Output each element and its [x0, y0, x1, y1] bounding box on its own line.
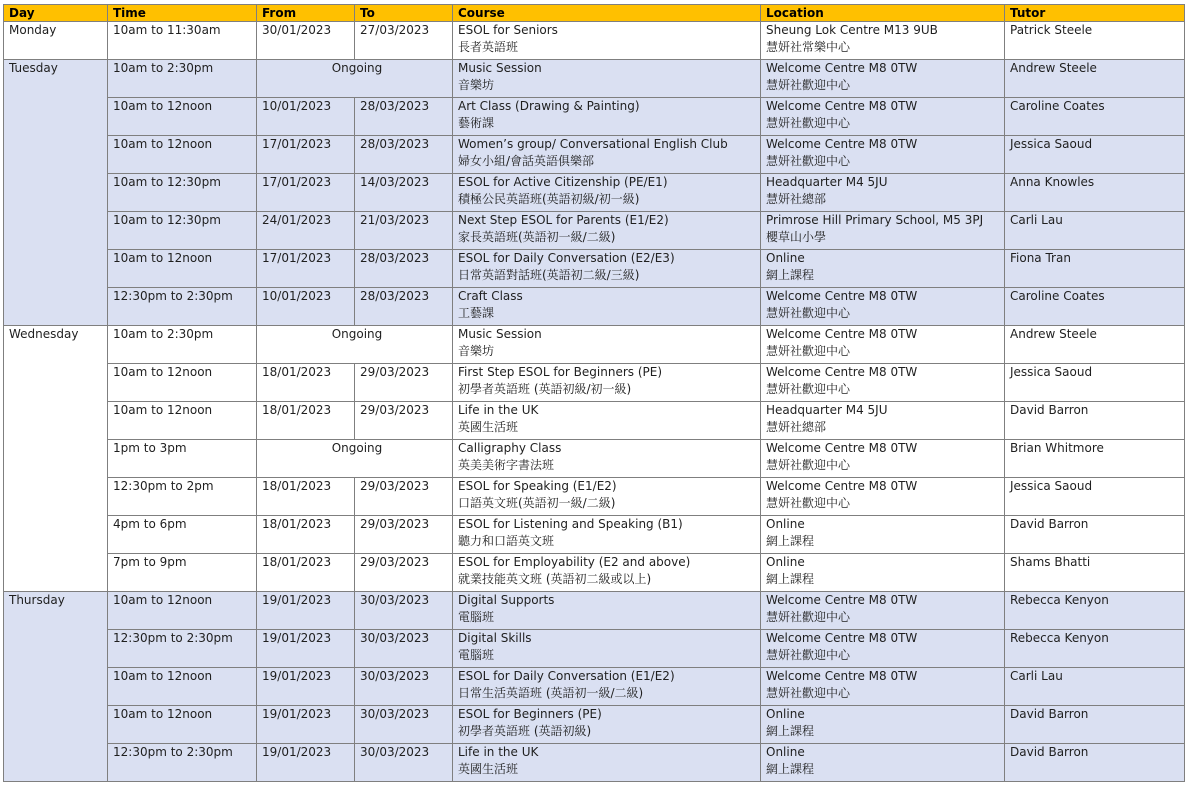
tutor-cell: David Barron — [1005, 744, 1185, 782]
course-cell — [453, 706, 761, 744]
location-en: Online — [766, 555, 805, 569]
day-cell: Tuesday — [4, 60, 108, 326]
timetable — [3, 4, 1185, 782]
day-group — [4, 22, 1185, 60]
course-cell — [453, 364, 761, 402]
location-en: Welcome Centre M8 0TW — [766, 365, 918, 379]
tutor-cell: David Barron — [1005, 706, 1185, 744]
location-cell — [761, 706, 1005, 744]
course-name-zh: 聽力和口語英文班 — [458, 534, 555, 548]
location-cell — [761, 326, 1005, 364]
location-zh: 慧妍社歡迎中心 — [766, 306, 851, 320]
location-zh: 網上課程 — [766, 534, 815, 548]
table-row — [4, 326, 1185, 364]
course-name-en: ESOL for Daily Conversation (E2/E3) — [458, 251, 675, 265]
location-zh: 慧妍社常樂中心 — [766, 40, 851, 54]
course-name-zh: 日常生活英語班 (英語初一級/二級) — [458, 686, 644, 700]
course-cell — [453, 630, 761, 668]
course-cell — [453, 554, 761, 592]
course-cell — [453, 22, 761, 60]
location-en: Welcome Centre M8 0TW — [766, 669, 918, 683]
course-name-en: Next Step ESOL for Parents (E1/E2) — [458, 213, 669, 227]
time-cell: 10am to 12noon — [108, 250, 257, 288]
table-row — [4, 250, 1185, 288]
course-name-zh: 英國生活班 — [458, 420, 519, 434]
from-date-cell: 19/01/2023 — [257, 592, 355, 630]
location-cell — [761, 212, 1005, 250]
location-cell — [761, 250, 1005, 288]
time-cell: 10am to 12noon — [108, 668, 257, 706]
course-name-zh: 長者英語班 — [458, 40, 519, 54]
course-name-zh: 日常英語對話班(英語初二級/三級) — [458, 268, 640, 282]
location-en: Welcome Centre M8 0TW — [766, 137, 918, 151]
day-cell: Monday — [4, 22, 108, 60]
time-cell: 10am to 12noon — [108, 402, 257, 440]
location-en: Welcome Centre M8 0TW — [766, 99, 918, 113]
from-date-cell: 18/01/2023 — [257, 554, 355, 592]
location-zh: 慧妍社歡迎中心 — [766, 610, 851, 624]
location-zh: 櫻草山小學 — [766, 230, 827, 244]
to-date-cell: 30/03/2023 — [355, 744, 453, 782]
course-name-zh: 就業技能英文班 (英語初二級或以上) — [458, 572, 652, 586]
location-zh: 慧妍社歡迎中心 — [766, 648, 851, 662]
table-row — [4, 402, 1185, 440]
to-date-cell: 29/03/2023 — [355, 516, 453, 554]
header-from: From — [257, 5, 355, 22]
tutor-cell: Carli Lau — [1005, 668, 1185, 706]
to-date-cell: 29/03/2023 — [355, 364, 453, 402]
day-cell: Wednesday — [4, 326, 108, 592]
location-zh: 慧妍社歡迎中心 — [766, 496, 851, 510]
to-date-cell: 29/03/2023 — [355, 478, 453, 516]
location-cell — [761, 136, 1005, 174]
from-date-cell: 19/01/2023 — [257, 706, 355, 744]
course-name-en: Digital Skills — [458, 631, 532, 645]
location-zh: 慧妍社總部 — [766, 192, 827, 206]
day-group — [4, 60, 1185, 326]
header-to: To — [355, 5, 453, 22]
course-cell — [453, 212, 761, 250]
table-row — [4, 98, 1185, 136]
location-en: Online — [766, 517, 805, 531]
location-cell — [761, 554, 1005, 592]
tutor-cell: Shams Bhatti — [1005, 554, 1185, 592]
time-cell: 10am to 12noon — [108, 592, 257, 630]
tutor-cell: Jessica Saoud — [1005, 136, 1185, 174]
day-group — [4, 326, 1185, 592]
to-date-cell: 30/03/2023 — [355, 668, 453, 706]
tutor-cell: Carli Lau — [1005, 212, 1185, 250]
location-cell — [761, 60, 1005, 98]
to-date-cell: 29/03/2023 — [355, 402, 453, 440]
course-name-en: ESOL for Active Citizenship (PE/E1) — [458, 175, 668, 189]
time-cell: 1pm to 3pm — [108, 440, 257, 478]
course-cell — [453, 174, 761, 212]
tutor-cell: Andrew Steele — [1005, 326, 1185, 364]
to-date-cell: 27/03/2023 — [355, 22, 453, 60]
course-name-zh: 音樂坊 — [458, 78, 495, 92]
course-name-zh: 口語英文班(英語初一級/二級) — [458, 496, 616, 510]
course-name-en: Life in the UK — [458, 745, 539, 759]
course-cell — [453, 744, 761, 782]
ongoing-cell: Ongoing — [257, 60, 453, 98]
location-cell — [761, 174, 1005, 212]
course-cell — [453, 478, 761, 516]
course-name-en: ESOL for Speaking (E1/E2) — [458, 479, 617, 493]
table-row — [4, 554, 1185, 592]
location-zh: 慧妍社歡迎中心 — [766, 686, 851, 700]
from-date-cell: 17/01/2023 — [257, 174, 355, 212]
table-row — [4, 478, 1185, 516]
course-cell — [453, 60, 761, 98]
location-zh: 慧妍社歡迎中心 — [766, 458, 851, 472]
location-en: Welcome Centre M8 0TW — [766, 327, 918, 341]
course-name-en: Music Session — [458, 61, 542, 75]
header-location: Location — [761, 5, 1005, 22]
course-name-zh: 藝術課 — [458, 116, 495, 130]
table-row — [4, 212, 1185, 250]
location-cell — [761, 592, 1005, 630]
from-date-cell: 18/01/2023 — [257, 478, 355, 516]
location-cell — [761, 402, 1005, 440]
course-cell — [453, 402, 761, 440]
location-cell — [761, 668, 1005, 706]
course-name-zh: 電腦班 — [458, 648, 495, 662]
location-zh: 網上課程 — [766, 724, 815, 738]
time-cell: 10am to 12:30pm — [108, 174, 257, 212]
to-date-cell: 30/03/2023 — [355, 630, 453, 668]
from-date-cell: 19/01/2023 — [257, 744, 355, 782]
course-name-zh: 初學者英語班 (英語初級) — [458, 724, 592, 738]
to-date-cell: 28/03/2023 — [355, 288, 453, 326]
course-name-en: ESOL for Employability (E2 and above) — [458, 555, 691, 569]
table-row — [4, 364, 1185, 402]
course-cell — [453, 668, 761, 706]
to-date-cell: 28/03/2023 — [355, 250, 453, 288]
to-date-cell: 28/03/2023 — [355, 136, 453, 174]
tutor-cell: Rebecca Kenyon — [1005, 630, 1185, 668]
course-name-zh: 工藝課 — [458, 306, 495, 320]
location-cell — [761, 630, 1005, 668]
tutor-cell: Caroline Coates — [1005, 288, 1185, 326]
course-name-en: ESOL for Daily Conversation (E1/E2) — [458, 669, 675, 683]
table-row — [4, 744, 1185, 782]
table-row — [4, 136, 1185, 174]
tutor-cell: Anna Knowles — [1005, 174, 1185, 212]
table-row — [4, 592, 1185, 630]
location-zh: 慧妍社總部 — [766, 420, 827, 434]
location-en: Headquarter M4 5JU — [766, 403, 888, 417]
course-name-zh: 家長英語班(英語初一級/二級) — [458, 230, 616, 244]
location-zh: 慧妍社歡迎中心 — [766, 116, 851, 130]
course-cell — [453, 326, 761, 364]
tutor-cell: Caroline Coates — [1005, 98, 1185, 136]
course-name-zh: 英美美術字書法班 — [458, 458, 555, 472]
ongoing-cell: Ongoing — [257, 326, 453, 364]
course-name-en: ESOL for Beginners (PE) — [458, 707, 602, 721]
course-name-en: Music Session — [458, 327, 542, 341]
location-en: Online — [766, 251, 805, 265]
tutor-cell: Brian Whitmore — [1005, 440, 1185, 478]
course-name-en: Art Class (Drawing & Painting) — [458, 99, 640, 113]
time-cell: 12:30pm to 2:30pm — [108, 630, 257, 668]
ongoing-cell: Ongoing — [257, 440, 453, 478]
from-date-cell: 17/01/2023 — [257, 136, 355, 174]
location-cell — [761, 22, 1005, 60]
tutor-cell: Jessica Saoud — [1005, 478, 1185, 516]
course-name-en: ESOL for Seniors — [458, 23, 558, 37]
to-date-cell: 14/03/2023 — [355, 174, 453, 212]
location-en: Online — [766, 707, 805, 721]
course-name-zh: 婦女小組/會話英語俱樂部 — [458, 154, 595, 168]
location-zh: 慧妍社歡迎中心 — [766, 382, 851, 396]
table-row — [4, 440, 1185, 478]
location-en: Primrose Hill Primary School, M5 3PJ — [766, 213, 984, 227]
location-cell — [761, 744, 1005, 782]
table-row — [4, 288, 1185, 326]
course-cell — [453, 250, 761, 288]
course-name-en: Women’s group/ Conversational English Club — [458, 137, 728, 151]
tutor-cell: Patrick Steele — [1005, 22, 1185, 60]
tutor-cell: David Barron — [1005, 402, 1185, 440]
location-en: Welcome Centre M8 0TW — [766, 479, 918, 493]
course-name-zh: 初學者英語班 (英語初級/初一級) — [458, 382, 632, 396]
from-date-cell: 10/01/2023 — [257, 288, 355, 326]
from-date-cell: 19/01/2023 — [257, 630, 355, 668]
from-date-cell: 18/01/2023 — [257, 402, 355, 440]
course-name-zh: 英國生活班 — [458, 762, 519, 776]
from-date-cell: 10/01/2023 — [257, 98, 355, 136]
location-en: Welcome Centre M8 0TW — [766, 631, 918, 645]
time-cell: 12:30pm to 2:30pm — [108, 744, 257, 782]
location-en: Welcome Centre M8 0TW — [766, 289, 918, 303]
course-name-en: Calligraphy Class — [458, 441, 562, 455]
time-cell: 10am to 12noon — [108, 364, 257, 402]
table-row — [4, 668, 1185, 706]
from-date-cell: 19/01/2023 — [257, 668, 355, 706]
location-cell — [761, 288, 1005, 326]
header-row — [4, 5, 1185, 22]
tutor-cell: Fiona Tran — [1005, 250, 1185, 288]
location-zh: 網上課程 — [766, 762, 815, 776]
location-zh: 慧妍社歡迎中心 — [766, 344, 851, 358]
location-cell — [761, 364, 1005, 402]
tutor-cell: Andrew Steele — [1005, 60, 1185, 98]
header-tutor: Tutor — [1005, 5, 1185, 22]
location-zh: 網上課程 — [766, 572, 815, 586]
location-cell — [761, 516, 1005, 554]
header-course: Course — [453, 5, 761, 22]
location-cell — [761, 478, 1005, 516]
to-date-cell: 29/03/2023 — [355, 554, 453, 592]
to-date-cell: 28/03/2023 — [355, 98, 453, 136]
tutor-cell: David Barron — [1005, 516, 1185, 554]
time-cell: 10am to 11:30am — [108, 22, 257, 60]
time-cell: 10am to 2:30pm — [108, 326, 257, 364]
course-cell — [453, 98, 761, 136]
course-cell — [453, 516, 761, 554]
time-cell: 10am to 12:30pm — [108, 212, 257, 250]
location-zh: 網上課程 — [766, 268, 815, 282]
table-row — [4, 174, 1185, 212]
location-en: Welcome Centre M8 0TW — [766, 61, 918, 75]
to-date-cell: 30/03/2023 — [355, 706, 453, 744]
table-row — [4, 706, 1185, 744]
location-en: Welcome Centre M8 0TW — [766, 441, 918, 455]
table-row — [4, 630, 1185, 668]
location-en: Online — [766, 745, 805, 759]
course-name-zh: 電腦班 — [458, 610, 495, 624]
table-row — [4, 516, 1185, 554]
table-row — [4, 60, 1185, 98]
from-date-cell: 17/01/2023 — [257, 250, 355, 288]
time-cell: 4pm to 6pm — [108, 516, 257, 554]
course-name-en: Life in the UK — [458, 403, 539, 417]
location-cell — [761, 440, 1005, 478]
location-en: Headquarter M4 5JU — [766, 175, 888, 189]
course-name-zh: 積極公民英語班(英語初級/初一級) — [458, 192, 640, 206]
from-date-cell: 18/01/2023 — [257, 516, 355, 554]
time-cell: 10am to 12noon — [108, 136, 257, 174]
from-date-cell: 18/01/2023 — [257, 364, 355, 402]
location-cell — [761, 98, 1005, 136]
course-cell — [453, 440, 761, 478]
header-time: Time — [108, 5, 257, 22]
course-name-en: ESOL for Listening and Speaking (B1) — [458, 517, 683, 531]
course-cell — [453, 136, 761, 174]
tutor-cell: Rebecca Kenyon — [1005, 592, 1185, 630]
time-cell: 7pm to 9pm — [108, 554, 257, 592]
time-cell: 12:30pm to 2:30pm — [108, 288, 257, 326]
day-cell: Thursday — [4, 592, 108, 782]
header-day: Day — [4, 5, 108, 22]
time-cell: 10am to 12noon — [108, 706, 257, 744]
tutor-cell: Jessica Saoud — [1005, 364, 1185, 402]
location-en: Sheung Lok Centre M13 9UB — [766, 23, 938, 37]
location-en: Welcome Centre M8 0TW — [766, 593, 918, 607]
course-name-en: Digital Supports — [458, 593, 555, 607]
table-row — [4, 22, 1185, 60]
time-cell: 10am to 2:30pm — [108, 60, 257, 98]
course-name-en: Craft Class — [458, 289, 523, 303]
day-group — [4, 592, 1185, 782]
from-date-cell: 24/01/2023 — [257, 212, 355, 250]
time-cell: 12:30pm to 2pm — [108, 478, 257, 516]
course-cell — [453, 592, 761, 630]
to-date-cell: 21/03/2023 — [355, 212, 453, 250]
course-name-zh: 音樂坊 — [458, 344, 495, 358]
location-zh: 慧妍社歡迎中心 — [766, 154, 851, 168]
course-name-en: First Step ESOL for Beginners (PE) — [458, 365, 663, 379]
to-date-cell: 30/03/2023 — [355, 592, 453, 630]
from-date-cell: 30/01/2023 — [257, 22, 355, 60]
location-zh: 慧妍社歡迎中心 — [766, 78, 851, 92]
time-cell: 10am to 12noon — [108, 98, 257, 136]
course-cell — [453, 288, 761, 326]
